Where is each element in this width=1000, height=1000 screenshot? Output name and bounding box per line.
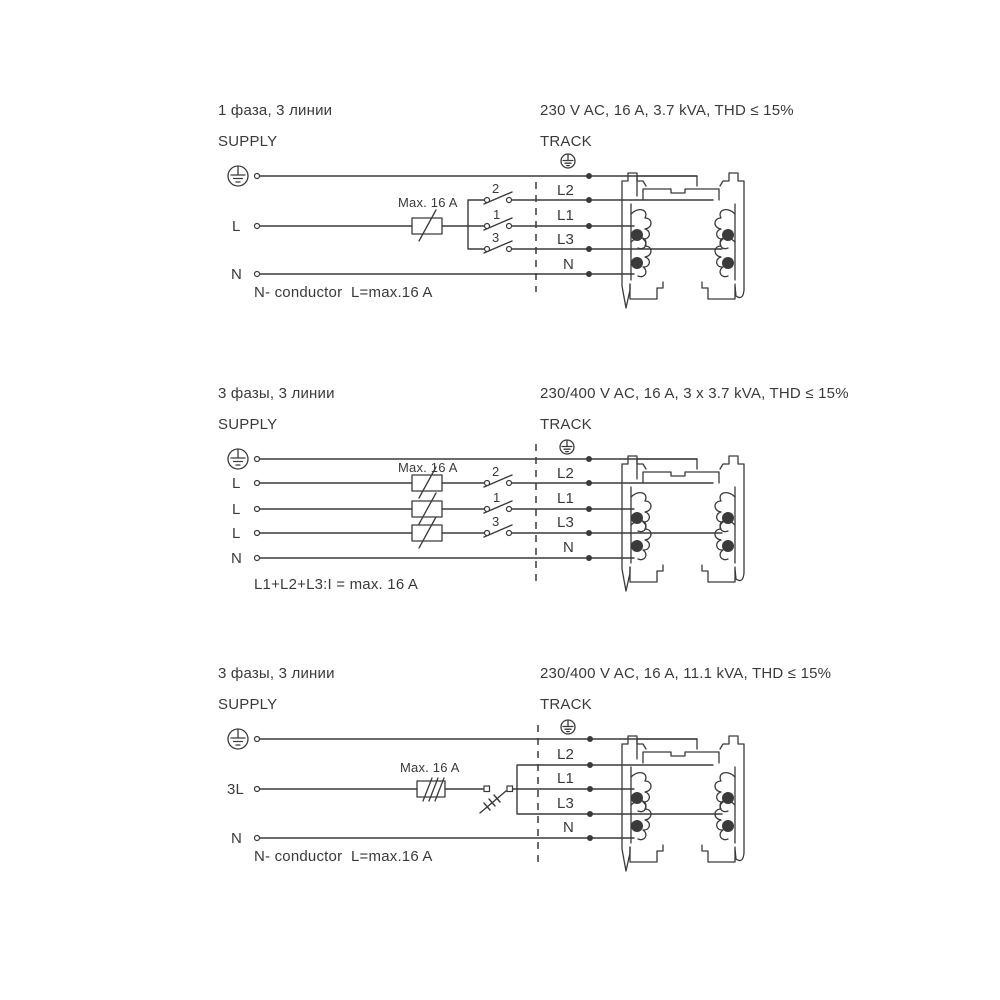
diagram3-supply-line-3L: 3L [227, 781, 245, 798]
diagram1-switch-3: 3 [492, 230, 500, 245]
diagram2-fuse-rating: Max. 16 A [398, 460, 458, 475]
diagram3-track-L3: L3 [557, 795, 575, 812]
diagram3-track-N: N [563, 819, 575, 836]
diagram2-switch-3: 3 [492, 514, 500, 529]
junction-dot [586, 506, 592, 512]
diagram2-supply-line-L3: L [232, 525, 241, 542]
diagram3-spec: 230/400 V AC, 16 A, 11.1 kVA, THD ≤ 15% [540, 665, 832, 682]
terminal [255, 556, 260, 561]
diagram3-title: 3 фазы, 3 линии [218, 665, 335, 682]
junction-dot [586, 197, 592, 203]
diagram-2-schematic [228, 440, 744, 591]
diagram1-supply-header: SUPPLY [218, 133, 278, 150]
terminal [255, 737, 260, 742]
terminal [255, 272, 260, 277]
terminal [255, 174, 260, 179]
terminal [255, 224, 260, 229]
junction-dot [586, 246, 592, 252]
diagram2-switch-1: 1 [493, 490, 501, 505]
diagram1-track-L2: L2 [557, 182, 575, 199]
diagram2-supply-header: SUPPLY [218, 416, 278, 433]
junction-dot [587, 811, 593, 817]
diagram1-title: 1 фаза, 3 линии [218, 102, 333, 119]
diagram1-spec: 230 V AC, 16 A, 3.7 kVA, THD ≤ 15% [540, 102, 794, 119]
diagram3-fuse-rating: Max. 16 A [400, 760, 460, 775]
diagram1-fuse-rating: Max. 16 A [398, 195, 458, 210]
diagram2-spec: 230/400 V AC, 16 A, 3 x 3.7 kVA, THD ≤ 15% [540, 385, 849, 402]
diagram1-track-header: TRACK [540, 133, 592, 150]
diagram2-track-header: TRACK [540, 416, 592, 433]
junction-dot [587, 786, 593, 792]
diagram2-track-L3: L3 [557, 514, 575, 531]
diagram3-note: N- conductor L=max.16 A [254, 848, 433, 865]
diagram2-track-L1: L1 [557, 490, 575, 507]
junction-dot [586, 456, 592, 462]
junction-dot [587, 762, 593, 768]
diagram2-supply-line-L1: L [232, 475, 241, 492]
diagram2-track-N: N [563, 539, 575, 556]
diagram1-note: N- conductor L=max.16 A [254, 284, 433, 301]
junction-dot [586, 555, 592, 561]
diagram2-supply-line-L2: L [232, 501, 241, 518]
junction-dot [586, 530, 592, 536]
diagram3-track-header: TRACK [540, 696, 592, 713]
three-pole-switch-icon [480, 786, 513, 813]
diagram1-track-L3: L3 [557, 231, 575, 248]
diagram1-switch-1: 1 [493, 207, 501, 222]
junction-dot [586, 173, 592, 179]
diagram1-switch-2: 2 [492, 181, 500, 196]
terminal [255, 787, 260, 792]
diagram2-title: 3 фазы, 3 линии [218, 385, 335, 402]
junction-dot [587, 835, 593, 841]
diagram2-supply-line-N: N [231, 550, 243, 567]
diagram1-supply-line-N: N [231, 266, 243, 283]
diagram2-switch-2: 2 [492, 464, 500, 479]
diagram3-track-L1: L1 [557, 770, 575, 787]
junction-dot [587, 736, 593, 742]
diagram2-track-L2: L2 [557, 465, 575, 482]
diagram1-track-L1: L1 [557, 207, 575, 224]
terminal [255, 457, 260, 462]
terminal [255, 531, 260, 536]
diagram3-supply-line-N: N [231, 830, 243, 847]
junction-dot [586, 271, 592, 277]
junction-dot [586, 480, 592, 486]
diagram1-supply-line-L: L [232, 218, 241, 235]
diagram3-track-L2: L2 [557, 746, 575, 763]
diagram3-supply-header: SUPPLY [218, 696, 278, 713]
terminal [255, 481, 260, 486]
junction-dot [586, 223, 592, 229]
diagram1-track-N: N [563, 256, 575, 273]
terminal [255, 836, 260, 841]
terminal [255, 507, 260, 512]
diagram2-note: L1+L2+L3:I = max. 16 A [254, 576, 419, 593]
